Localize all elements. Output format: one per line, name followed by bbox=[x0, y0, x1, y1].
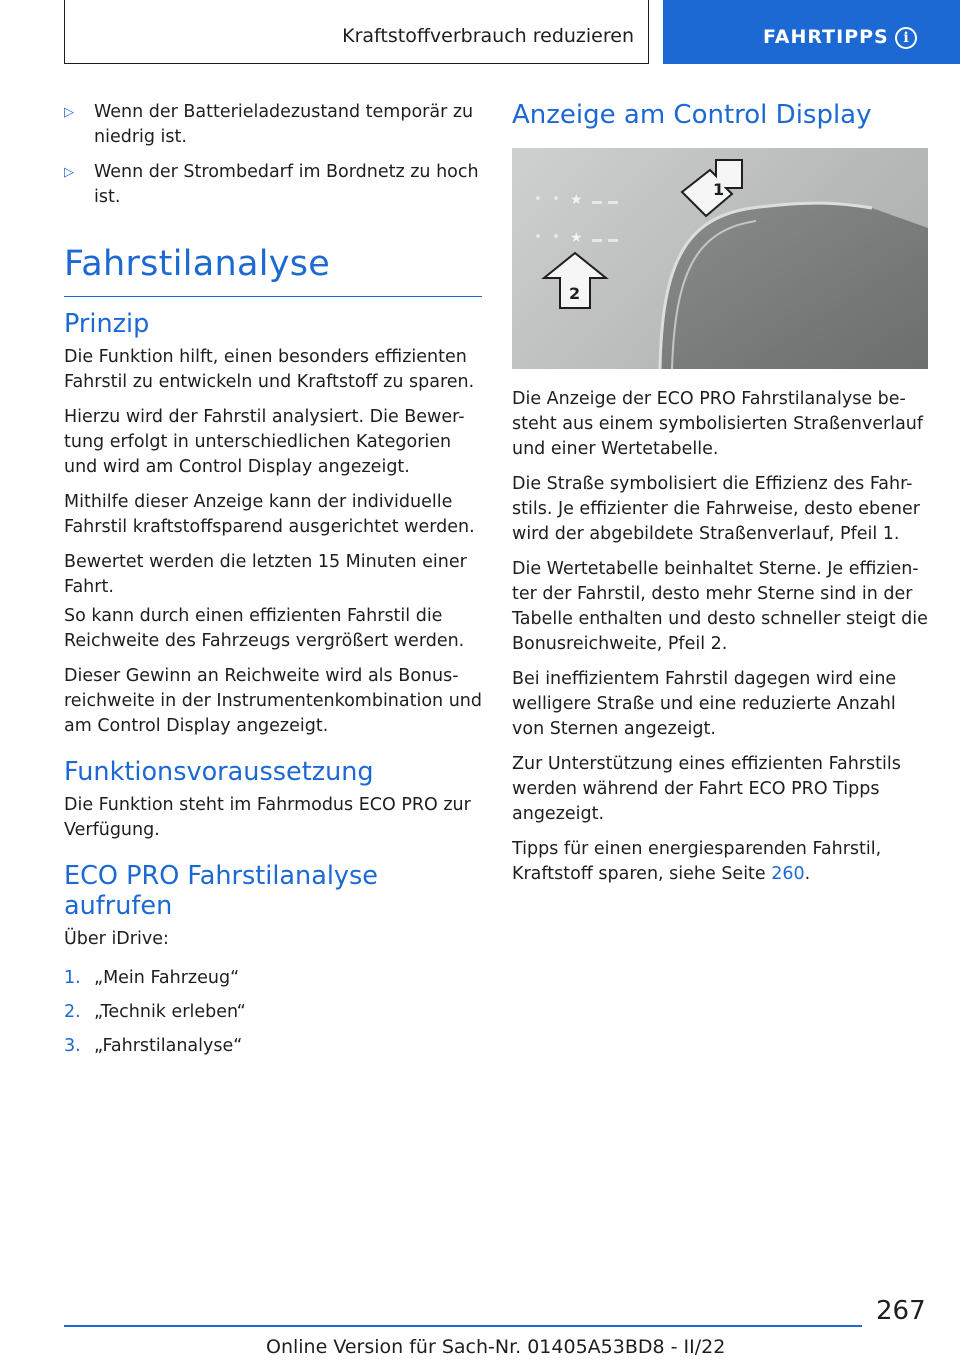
star-icon: ★ bbox=[570, 192, 583, 208]
header-chapter-tab bbox=[663, 0, 960, 64]
dash-icon bbox=[608, 239, 618, 242]
dash-icon bbox=[592, 201, 602, 204]
bullet-marker-icon: ▷ bbox=[64, 105, 74, 120]
star-rating-rows bbox=[536, 192, 618, 246]
subsection-title-requirement: Funktionsvoraussetzung bbox=[64, 757, 374, 787]
paragraph: Die Anzeige der ECO PRO Fahrstilanalyse be-steht aus einem symbolisierten Straßenverlauf und einer Wertetabelle. bbox=[512, 389, 924, 459]
list-item bbox=[64, 966, 482, 991]
paragraph: Die Wertetabelle beinhaltet Sterne. Je effizien-ter der Fahrstil, desto mehr Sterne sind in der Tabelle enthalten und desto schneller steigt die Bonusreichweite, Pfeil 2. bbox=[512, 559, 928, 654]
arrow-1-icon bbox=[682, 160, 742, 216]
paragraph-with-link bbox=[512, 837, 930, 887]
subsection-title-display: Anzeige am Control Display bbox=[512, 100, 872, 130]
step-text: „Technik erleben“ bbox=[94, 1002, 246, 1022]
list-item bbox=[64, 160, 482, 210]
dot-icon bbox=[554, 234, 558, 238]
paragraph: So kann durch einen effizienten Fahrstil die Reichweite des Fahrzeugs vergrößert werden. bbox=[64, 606, 465, 651]
section-title: Fahrstilanalyse bbox=[64, 244, 482, 297]
subsection-title-call: ECO PRO Fahrstilanalyse aufrufen bbox=[64, 861, 378, 921]
step-number: 2. bbox=[64, 1002, 81, 1022]
paragraph: Die Straße symbolisiert die Effizienz des Fahr-stils. Je effizienter die Fahrweise, desto ebener wird der abgebildete Straßenverlauf, Pfeil 1. bbox=[512, 474, 920, 544]
dash-icon bbox=[592, 239, 602, 242]
arrow-2-label: 2 bbox=[569, 284, 581, 303]
footer-text: Online Version für Sach-Nr. 01405A53BD8 - II/22 bbox=[266, 1336, 726, 1358]
header-section-box bbox=[64, 0, 649, 64]
bullet-text: Wenn der Strombedarf im Bordnetz zu hoch ist. bbox=[94, 162, 479, 207]
list-item bbox=[64, 100, 482, 150]
step-number: 1. bbox=[64, 968, 81, 988]
paragraph-end: . bbox=[804, 864, 811, 884]
step-number: 3. bbox=[64, 1036, 81, 1056]
dot-icon bbox=[536, 234, 540, 238]
left-column bbox=[64, 100, 482, 1068]
subsection-title-principle: Prinzip bbox=[64, 309, 150, 339]
bullet-text: Wenn der Batterieladezustand temporär zu niedrig ist. bbox=[94, 102, 474, 147]
header-section-title: Kraftstoffverbrauch reduzieren bbox=[342, 25, 634, 47]
info-icon: i bbox=[895, 27, 917, 49]
paragraph: Mithilfe dieser Anzeige kann der individuelle Fahrstil kraftstoffsparend ausgerichtet werden. bbox=[64, 492, 475, 537]
step-text: „Mein Fahrzeug“ bbox=[94, 968, 240, 988]
arrow-2-icon bbox=[544, 253, 606, 308]
page-number: 267 bbox=[876, 1296, 926, 1326]
header-chapter-title: FAHRTIPPS bbox=[763, 26, 889, 48]
paragraph: Bewertet werden die letzten 15 Minuten einer Fahrt. bbox=[64, 552, 467, 597]
arrow-1-label: 1 bbox=[713, 180, 725, 199]
footer-divider bbox=[64, 1325, 862, 1327]
step-text: „Fahrstilanalyse“ bbox=[94, 1036, 243, 1056]
eco-pro-road-illustration bbox=[512, 148, 928, 369]
paragraph: Die Funktion steht im Fahrmodus ECO PRO zur Verfügung. bbox=[64, 795, 471, 840]
list-item bbox=[64, 1000, 482, 1025]
list-item bbox=[64, 1034, 482, 1059]
paragraph: Bei ineffizientem Fahrstil dagegen wird eine welligere Straße und eine reduzierte Anzahl von Sternen angezeigt. bbox=[512, 669, 897, 739]
paragraph: Die Funktion hilft, einen besonders effizienten Fahrstil zu entwickeln und Kraftstoff zu sparen. bbox=[64, 347, 475, 392]
bullet-marker-icon: ▷ bbox=[64, 165, 74, 180]
paragraph-text: Tipps für einen energiesparenden Fahrstil, Kraftstoff sparen, siehe Seite bbox=[512, 839, 882, 884]
dot-icon bbox=[554, 196, 558, 200]
dot-icon bbox=[536, 196, 540, 200]
paragraph: Hierzu wird der Fahrstil analysiert. Die Bewer-tung erfolgt in unterschiedlichen Kategorien und wird am Control Display angezeigt. bbox=[64, 407, 465, 477]
right-column bbox=[512, 100, 930, 897]
paragraph: Über iDrive: bbox=[64, 929, 169, 949]
paragraph: Zur Unterstützung eines effizienten Fahrstils werden während der Fahrt ECO PRO Tipps angezeigt. bbox=[512, 754, 901, 824]
page-reference-link[interactable]: 260 bbox=[771, 864, 805, 884]
control-display-illustration bbox=[512, 148, 928, 369]
star-icon: ★ bbox=[570, 230, 583, 246]
dash-icon bbox=[608, 201, 618, 204]
paragraph: Dieser Gewinn an Reichweite wird als Bonus-reichweite in der Instrumentenkombination und am Control Display angezeigt. bbox=[64, 666, 483, 736]
